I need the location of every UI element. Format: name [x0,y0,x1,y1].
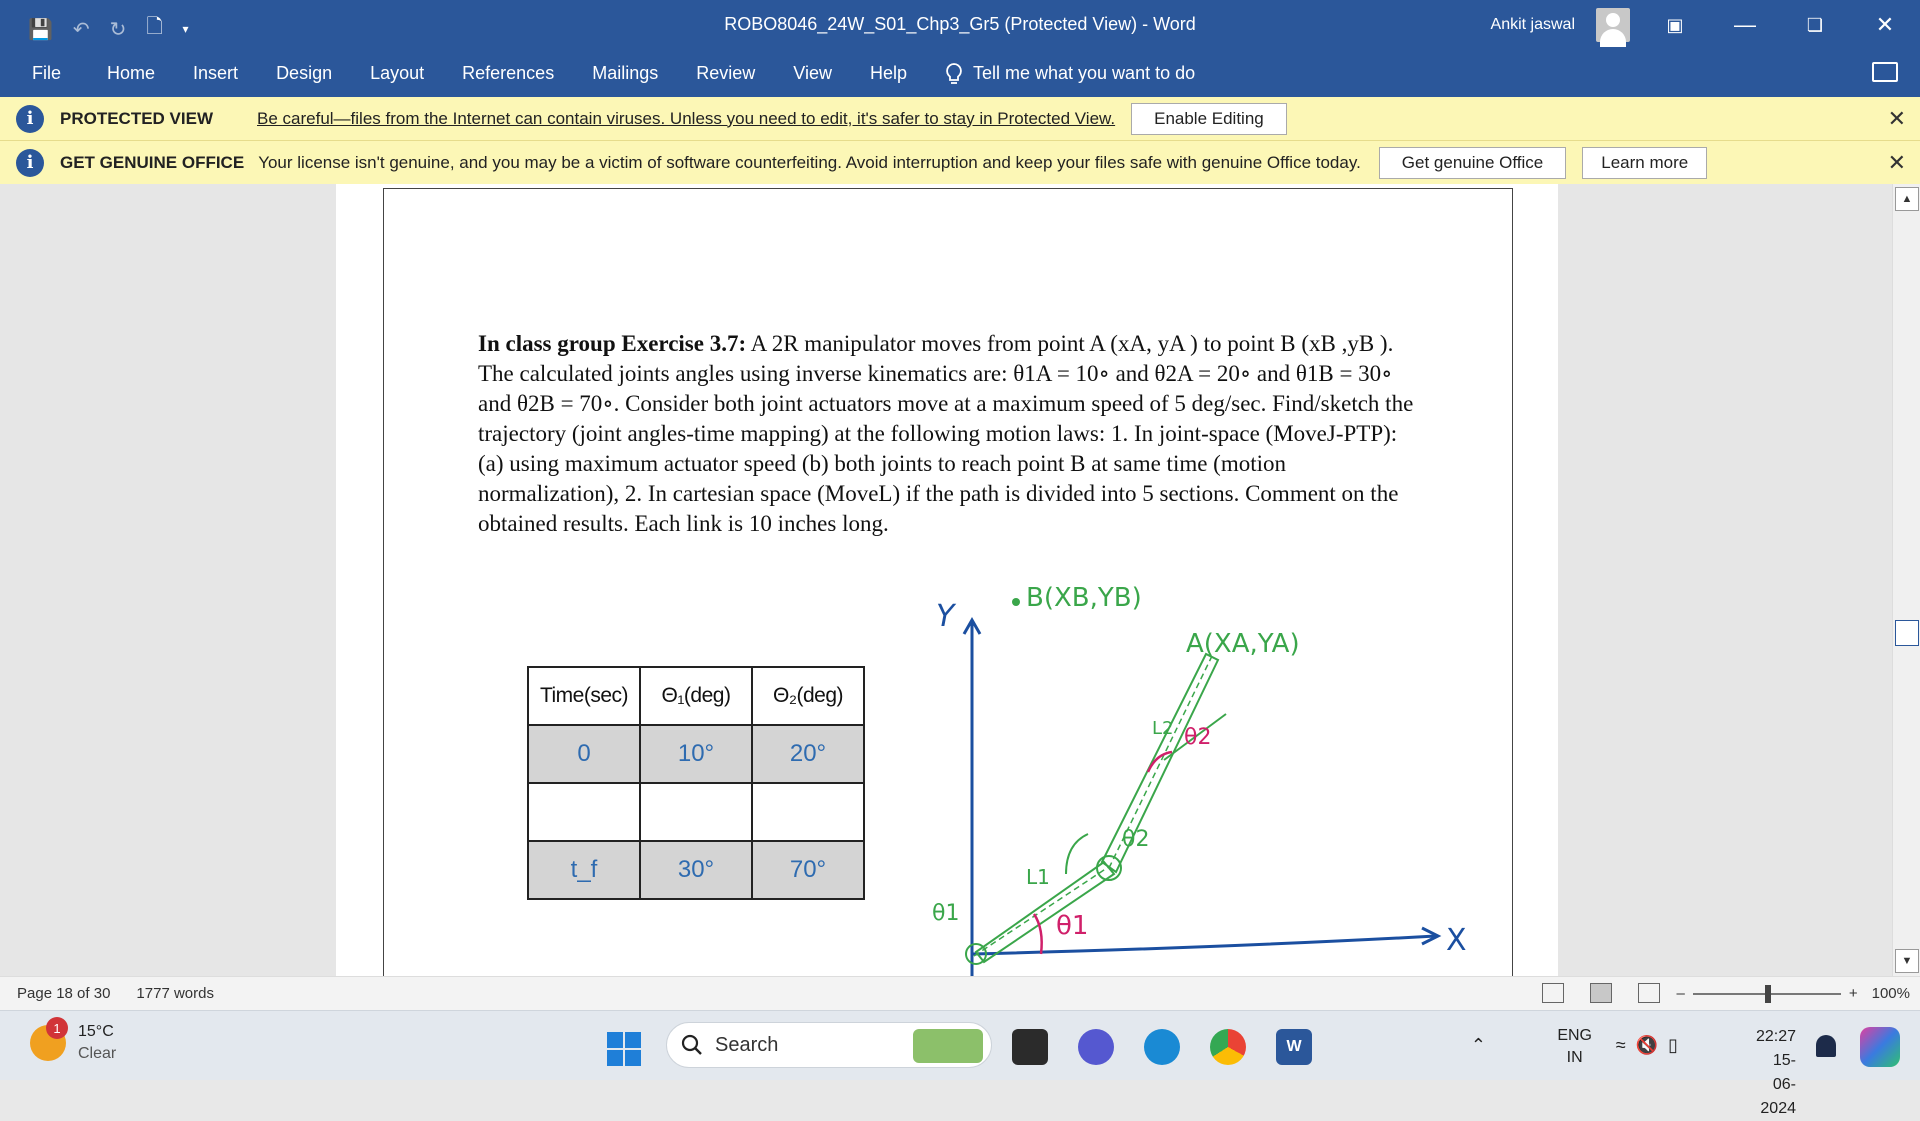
moon-weather-icon [30,1020,66,1061]
temperature: 15°C [78,1023,114,1040]
zoom-slider-knob[interactable] [1765,985,1771,1003]
joint-rotation-mark [1066,834,1088,874]
exercise-body: A 2R manipulator moves from point A (xA, yA ) to point B (xB ,yB ). The calculated joints angles using inverse kinematics are: θ1A = 10∘ and θ2A = 20∘ and θ1B = 30∘ and θ2B = 70∘. Consider both joint actuators move at a maximum speed of 5 deg/sec. Find/sketch the trajectory (joint angles-time mapping) at the following motion laws: 1. In joint-space (MoveJ-PTP): (a) using maximum actuator speed (b) both joints to reach point B at same time (motion normalization), 2. In cartesian space (MoveL) if the path is divided into 5 sections. Comment on the obtained results. Each link is 10 inches long. [478,331,1414,536]
joint-angle-table [527,666,865,900]
point-b-marker [1012,598,1020,606]
tab-layout[interactable]: Layout [370,63,425,83]
table-row [528,841,864,899]
zoom-in-button[interactable]: + [1848,985,1858,1002]
info-icon: i [16,105,44,133]
get-genuine-office-button[interactable]: Get genuine Office [1379,147,1566,179]
restore-button[interactable]: ❏ [1806,14,1824,35]
x-axis-label: X [1446,923,1467,958]
customize-toolbar-icon[interactable]: ▾ [182,22,189,36]
lightbulb-icon [945,62,963,86]
theta2-sub-label: θ2 [1122,827,1150,852]
genuine-office-bar [0,141,1920,185]
avatar[interactable] [1596,8,1630,42]
web-layout-icon[interactable] [1638,983,1660,1003]
word-app-icon[interactable]: W [1276,1029,1312,1065]
word-count[interactable]: 1777 words [136,985,214,1002]
exercise-paragraph [478,329,1428,539]
scroll-thumb[interactable] [1895,620,1919,646]
document-title: ROBO8046_24W_S01_Chp3_Gr5 (Protected View) - Word [724,14,1196,34]
tab-file[interactable]: File [32,63,62,83]
protected-view-bar [0,97,1920,141]
table-cell [640,783,752,841]
table-cell: 30° [640,841,752,899]
search-icon [681,1034,703,1056]
quick-settings[interactable] [1616,1035,1678,1056]
theta1-arc [1034,914,1042,954]
y-axis-label: Y [936,599,955,634]
point-b-label: B(XB,YB) [1026,583,1142,613]
volume-muted-icon: 🔇 [1635,1035,1659,1055]
l1-label: L1 [1026,865,1050,889]
date: 15-06-2024 [1760,1052,1796,1117]
link-2 [1102,654,1218,872]
vertical-scrollbar[interactable] [1892,184,1920,976]
window-controls [1640,0,1920,50]
tell-me-label: Tell me what you want to do [973,63,1196,83]
tell-me-search[interactable] [945,62,1195,86]
redo-icon[interactable]: ↻ [109,18,127,41]
table-cell: 70° [752,841,864,899]
theta2-label: θ2 [1184,725,1212,750]
tab-review[interactable]: Review [696,63,756,83]
battery-charging-icon: ▯ [1668,1035,1678,1055]
protected-view-title: PROTECTED VIEW [60,108,214,128]
save-icon[interactable]: 💾 [28,18,53,41]
status-bar [0,976,1920,1010]
scroll-down-button[interactable]: ▼ [1895,949,1919,973]
edge-browser-icon[interactable] [1144,1029,1180,1065]
learn-more-button[interactable]: Learn more [1582,147,1707,179]
undo-icon[interactable]: ↶ [72,18,90,41]
table-cell [752,783,864,841]
table-row [528,783,864,841]
genuine-office-message: Your license isn't genuine, and you may be a victim of software counterfeiting. Avoid interruption and keep your files safe with genuine Office today. [258,152,1361,172]
read-mode-icon[interactable] [1542,983,1564,1003]
windows-start-icon[interactable] [607,1032,641,1066]
table-header: Θ₂(deg) [752,667,864,725]
document-page[interactable] [336,184,1558,976]
print-layout-icon[interactable] [1590,983,1612,1003]
tab-insert[interactable]: Insert [193,63,239,83]
manipulator-sketch [916,584,1536,976]
notification-badge: 1 [46,1017,68,1039]
scroll-up-button[interactable]: ▲ [1895,187,1919,211]
language-indicator[interactable] [1557,1025,1592,1069]
comments-icon[interactable] [1872,62,1898,82]
ribbon-tabs [0,50,1920,97]
notification-bell-icon[interactable] [1816,1035,1836,1057]
weather-widget[interactable] [30,1021,116,1065]
search-placeholder: Search [715,1033,779,1056]
genuine-office-title: GET GENUINE OFFICE [60,152,245,172]
user-name[interactable]: Ankit jaswal [1490,16,1575,33]
view-mode-buttons [1542,983,1660,1003]
enable-editing-button[interactable]: Enable Editing [1131,103,1287,135]
zoom-control [1677,985,1910,1002]
wifi-icon: ≈ [1615,1035,1626,1055]
table-cell: 20° [752,725,864,783]
chrome-browser-icon[interactable] [1210,1029,1246,1065]
table-header: Θ₁(deg) [640,667,752,725]
theta1-side-label: θ1 [932,901,960,926]
info-icon: i [16,149,44,177]
search-highlight-image [913,1029,983,1063]
language-code: ENG [1557,1027,1592,1044]
teams-chat-icon[interactable] [1078,1029,1114,1065]
show-hidden-icons-caret[interactable]: ⌃ [1470,1035,1486,1055]
theta1-label: θ1 [1056,911,1089,941]
taskbar [0,1010,1920,1117]
tab-design[interactable]: Design [276,63,333,83]
weather-text [78,1021,116,1065]
tab-mailings[interactable]: Mailings [592,63,659,83]
language-region: IN [1566,1049,1583,1066]
table-cell: t_f [528,841,640,899]
ribbon-display-options-icon[interactable]: ▣ [1666,14,1684,35]
table-cell: 0 [528,725,640,783]
zoom-level[interactable]: 100% [1871,985,1910,1002]
task-view-icon[interactable] [1012,1029,1048,1065]
tab-view[interactable]: View [793,63,832,83]
table-header: Time(sec) [528,667,640,725]
zoom-slider[interactable] [1693,993,1841,995]
close-button[interactable]: ✕ [1875,12,1895,37]
l2-label: L2 [1152,718,1174,739]
tab-help[interactable]: Help [869,63,907,83]
point-a-label: A(XA,YA) [1186,629,1300,659]
tab-references[interactable]: References [462,63,555,83]
minimize-button[interactable]: — [1734,12,1756,37]
copilot-icon[interactable] [1860,1027,1900,1067]
taskbar-search[interactable] [666,1022,992,1068]
close-icon[interactable]: ✕ [1887,105,1906,131]
table-cell [528,783,640,841]
weather-condition: Clear [78,1045,117,1062]
table-row [528,725,864,783]
protected-view-message-link[interactable]: Be careful—files from the Internet can contain viruses. Unless you need to edit, it's safer to stay in Protected View. [257,108,1116,128]
zoom-out-button[interactable]: – [1676,985,1685,1002]
time: 22:27 [1755,1028,1796,1045]
exercise-heading: In class group Exercise 3.7: [478,331,747,356]
document-canvas[interactable] [0,184,1920,976]
clock[interactable] [1756,1025,1796,1121]
close-icon[interactable]: ✕ [1887,149,1906,175]
page-counter[interactable]: Page 18 of 30 [17,985,111,1002]
new-document-icon[interactable]: 🗋 [146,16,163,38]
tab-home[interactable]: Home [107,63,156,83]
title-bar [0,0,1920,50]
table-cell: 10° [640,725,752,783]
